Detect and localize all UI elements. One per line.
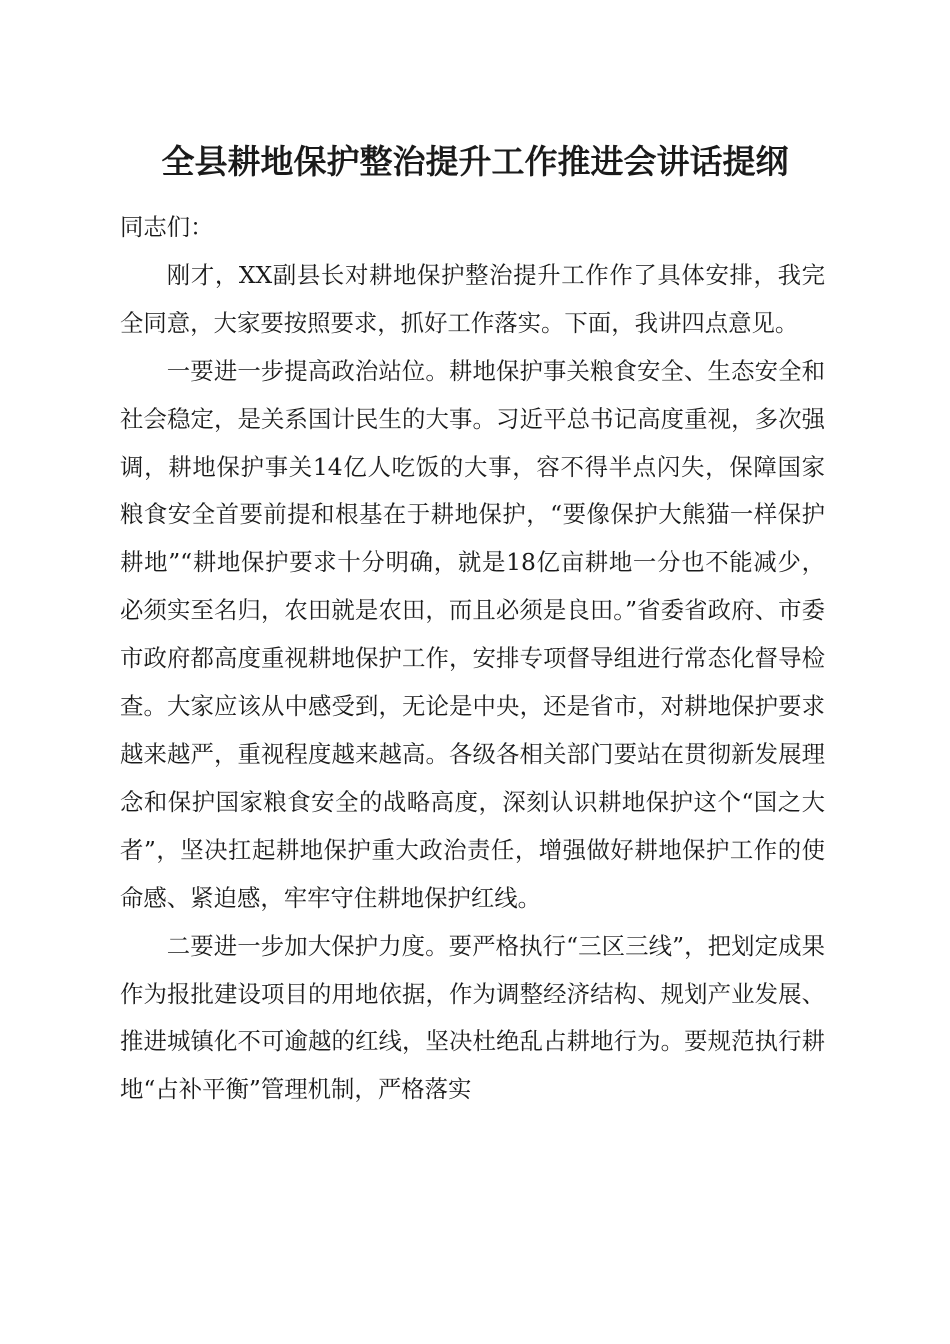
paragraph-political-stance: 一要进一步提高政治站位。耕地保护事关粮食安全、生态安全和社会稳定，是关系国计民生的大事。习近平总书记高度重视，多次强调，耕地保护事关14亿人吃饭的大事，容不得半点闪失，保障国家粮食安全首要前提和根基在于耕地保护，“要像保护大熊猫一样保护耕地”“耕地保护要求十分明确，就是18亿亩耕地一分也不能减少，必须实至名归，农田就是农田，而且必须是良田。”省委省政府、市委市政府都高度重视耕地保护工作，安排专项督导组进行常态化督导检查。大家应该从中感受到，无论是中央，还是省市，对耕地保护要求越来越严，重视程度越来越高。各级各相关部门要站在贯彻新发展理念和保护国家粮食安全的战略高度，深刻认识耕地保护这个“国之大者”，坚决扛起耕地保护重大政治责任，增强做好耕地保护工作的使命感、紧迫感，牢牢守住耕地保护红线。 xyxy=(120,356,825,912)
paragraph-opening: 刚才，XX副县长对耕地保护整治提升工作作了具体安排，我完全同意，大家要按照要求，抓好工作落实。下面，我讲四点意见。 xyxy=(120,260,825,337)
document-body xyxy=(120,204,825,1114)
salutation: 同志们： xyxy=(120,213,214,241)
document-title: 全县耕地保护整治提升工作推进会讲话提纲 xyxy=(161,142,789,181)
paragraph-protection-efforts: 二要进一步加大保护力度。要严格执行“三区三线”，把划定成果作为报批建设项目的用地依据，作为调整经济结构、规划产业发展、推进城镇化不可逾越的红线，坚决杜绝乱占耕地行为。要规范执行耕地“占补平衡”管理机制，严格落实 xyxy=(120,931,825,1104)
